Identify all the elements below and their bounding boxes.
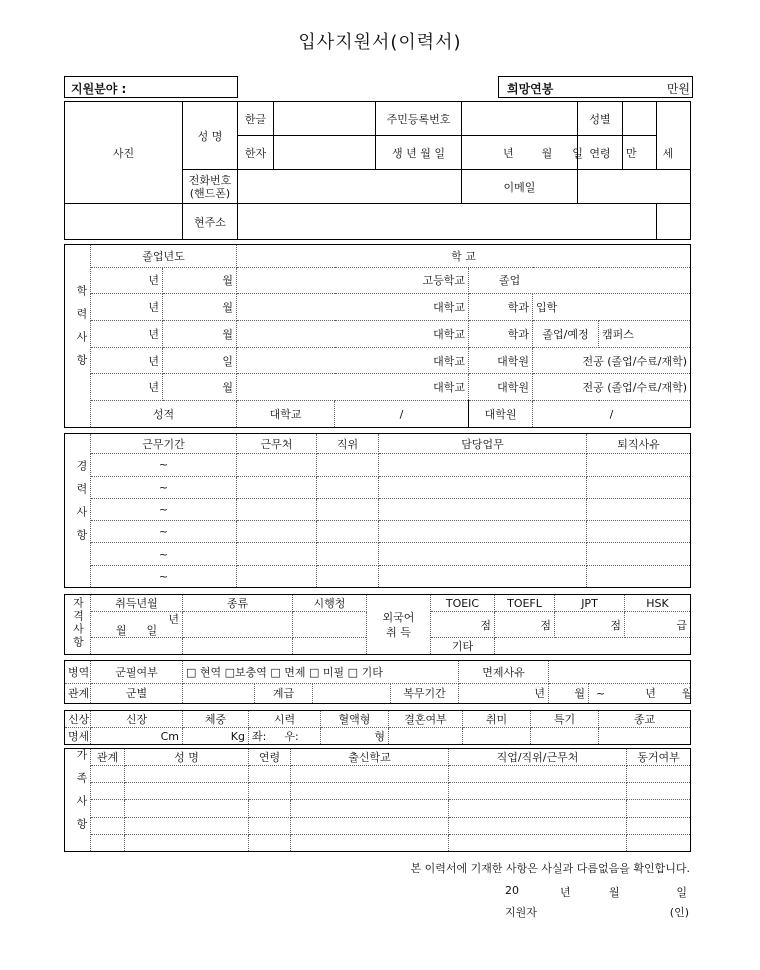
field-box[interactable]	[64, 76, 238, 98]
address-input[interactable]	[238, 204, 657, 240]
name-label: 성 명	[183, 102, 238, 170]
email-label: 이메일	[462, 170, 578, 204]
col-religion: 종교	[599, 711, 691, 728]
exempt-reason-input[interactable]	[549, 661, 691, 684]
applicant-sign[interactable]: 지원자 (인)	[505, 906, 689, 919]
age-input[interactable]: 만 세	[623, 136, 657, 170]
col-job: 직업/직위/근무처	[449, 749, 627, 766]
branch-label: 군별	[91, 683, 183, 703]
other-input[interactable]	[495, 638, 691, 655]
toeic-header: TOEIC	[431, 595, 495, 612]
weight-input[interactable]: Kg	[183, 728, 249, 745]
relation-side-label: 관계	[65, 683, 91, 703]
height-input[interactable]: Cm	[91, 728, 183, 745]
col-relation: 관계	[91, 749, 125, 766]
branch-input[interactable]	[183, 683, 255, 703]
education-row: 년 월 대학교 대학원 전공 (졸업/수료/재학)	[65, 374, 691, 401]
hanja-input[interactable]	[274, 136, 376, 170]
family-row[interactable]	[65, 800, 691, 817]
col-age: 연령	[249, 749, 291, 766]
education-side-label: 학력사항	[65, 245, 91, 428]
exempt-reason-label: 면제사유	[459, 661, 549, 684]
blood-input[interactable]: 형	[321, 728, 389, 745]
col-name: 성 명	[125, 749, 249, 766]
hsk-header: HSK	[625, 595, 691, 612]
license-side-label: 자격사항	[65, 595, 91, 655]
rank-input[interactable]	[313, 683, 391, 703]
military-options[interactable]: □ 현역 □보충역 □ 면제 □ 미필 □ 기타	[183, 661, 459, 684]
hobby-input[interactable]	[463, 728, 531, 745]
skill-input[interactable]	[531, 728, 599, 745]
birth-input[interactable]: 년 월 일	[462, 136, 578, 170]
career-row[interactable]: ~	[65, 565, 691, 587]
kind-input[interactable]	[183, 612, 293, 638]
career-row[interactable]: ~	[65, 543, 691, 565]
email-input[interactable]	[578, 170, 691, 204]
family-row[interactable]	[65, 817, 691, 834]
service-month[interactable]: 월	[549, 683, 589, 703]
religion-input[interactable]	[599, 728, 691, 745]
body-section	[64, 710, 691, 744]
col-vision: 시력	[249, 711, 321, 728]
confirm-text: 본 이력서에 기재한 사항은 사실과 다름없음을 확인합니다.	[410, 862, 690, 875]
toefl-header: TOEFL	[495, 595, 555, 612]
sign-date[interactable]: 20 년 월 일	[505, 884, 687, 899]
vision-input[interactable]: 좌: 우:	[249, 728, 321, 745]
military-status-label: 군필여부	[91, 661, 183, 684]
personal-section	[64, 101, 691, 239]
jpt-score[interactable]: 점	[555, 612, 625, 638]
detail-side-label: 명세	[65, 728, 91, 745]
col-height: 신장	[91, 711, 183, 728]
career-row[interactable]: ~	[65, 454, 691, 476]
toefl-score[interactable]: 점	[495, 612, 555, 638]
col-school: 출신학교	[291, 749, 449, 766]
education-row: 년 월 고등학교 졸업	[65, 267, 691, 294]
phone-label: 전화번호 (핸드폰)	[183, 170, 238, 204]
age-label: 연령	[578, 136, 623, 170]
license-section	[64, 594, 691, 654]
col-blood: 혈액형	[321, 711, 389, 728]
service-year[interactable]: 년	[459, 683, 549, 703]
military-section	[64, 660, 691, 704]
family-row[interactable]	[65, 783, 691, 800]
col-reason: 퇴직사유	[587, 434, 691, 454]
issuer-input[interactable]	[293, 612, 367, 638]
col-cohabit: 동거여부	[627, 749, 691, 766]
education-row: 년 월 대학교 학과 졸업/예정 캠퍼스	[65, 321, 691, 348]
field-label: 지원분야 :	[71, 82, 127, 96]
col-company: 근무처	[237, 434, 317, 454]
school-header: 학 교	[237, 245, 691, 268]
rrn-label: 주민등록번호	[376, 102, 462, 136]
married-input[interactable]	[389, 728, 463, 745]
col-weight: 체중	[183, 711, 249, 728]
rank-label: 계급	[255, 683, 313, 703]
col-hobby: 취미	[463, 711, 531, 728]
hsk-score[interactable]: 급	[625, 612, 691, 638]
service-end[interactable]: ~ 년 월	[589, 683, 691, 703]
hangul-label: 한글	[238, 102, 274, 136]
birth-label: 생 년 월 일	[376, 136, 462, 170]
page-title: 입사지원서(이력서)	[298, 32, 462, 53]
address-label: 현주소	[183, 204, 238, 240]
col-position: 직위	[317, 434, 379, 454]
toeic-score[interactable]: 점	[431, 612, 495, 638]
grad-year-header: 졸업년도	[91, 245, 237, 268]
family-row[interactable]	[65, 834, 691, 851]
body-side-label: 신상	[65, 711, 91, 728]
service-period-label: 복무기간	[391, 683, 459, 703]
grade-row: 성적 대학교 / 대학원 /	[65, 401, 691, 428]
salary-box[interactable]	[498, 76, 693, 98]
photo-box[interactable]: 사진	[65, 102, 183, 204]
family-side-label: 가족사항	[65, 749, 91, 852]
acq-date[interactable]: 년 월 일	[91, 612, 183, 638]
gender-label: 성별	[578, 102, 623, 136]
gender-input[interactable]	[623, 102, 657, 136]
col-acq: 취득년월	[91, 595, 183, 612]
career-row[interactable]: ~	[65, 476, 691, 498]
salary-label: 희망연봉	[507, 82, 554, 96]
other-label: 기타	[431, 638, 495, 655]
col-duty: 담당업무	[379, 434, 587, 454]
lang-label: 외국어 취 득	[367, 595, 431, 655]
military-side-label: 병역	[65, 661, 91, 684]
career-row[interactable]: ~	[65, 498, 691, 520]
career-side-label: 경력사항	[65, 434, 91, 588]
col-period: 근무기간	[91, 434, 237, 454]
education-row: 년 일 대학교 대학원 전공 (졸업/수료/재학)	[65, 347, 691, 374]
col-skill: 특기	[531, 711, 599, 728]
career-row[interactable]: ~	[65, 521, 691, 543]
career-section	[64, 433, 691, 588]
phone-input[interactable]	[238, 170, 462, 204]
education-row: 년 월 대학교 학과 입학	[65, 294, 691, 321]
hanja-label: 한자	[238, 136, 274, 170]
family-row[interactable]	[65, 766, 691, 783]
col-issuer: 시행청	[293, 595, 367, 612]
salary-unit: 만원	[666, 82, 690, 96]
education-section	[64, 244, 691, 428]
jpt-header: JPT	[555, 595, 625, 612]
rrn-input[interactable]	[462, 102, 578, 136]
hangul-input[interactable]	[274, 102, 376, 136]
col-married: 결혼여부	[389, 711, 463, 728]
family-section	[64, 748, 691, 852]
col-kind: 종류	[183, 595, 293, 612]
